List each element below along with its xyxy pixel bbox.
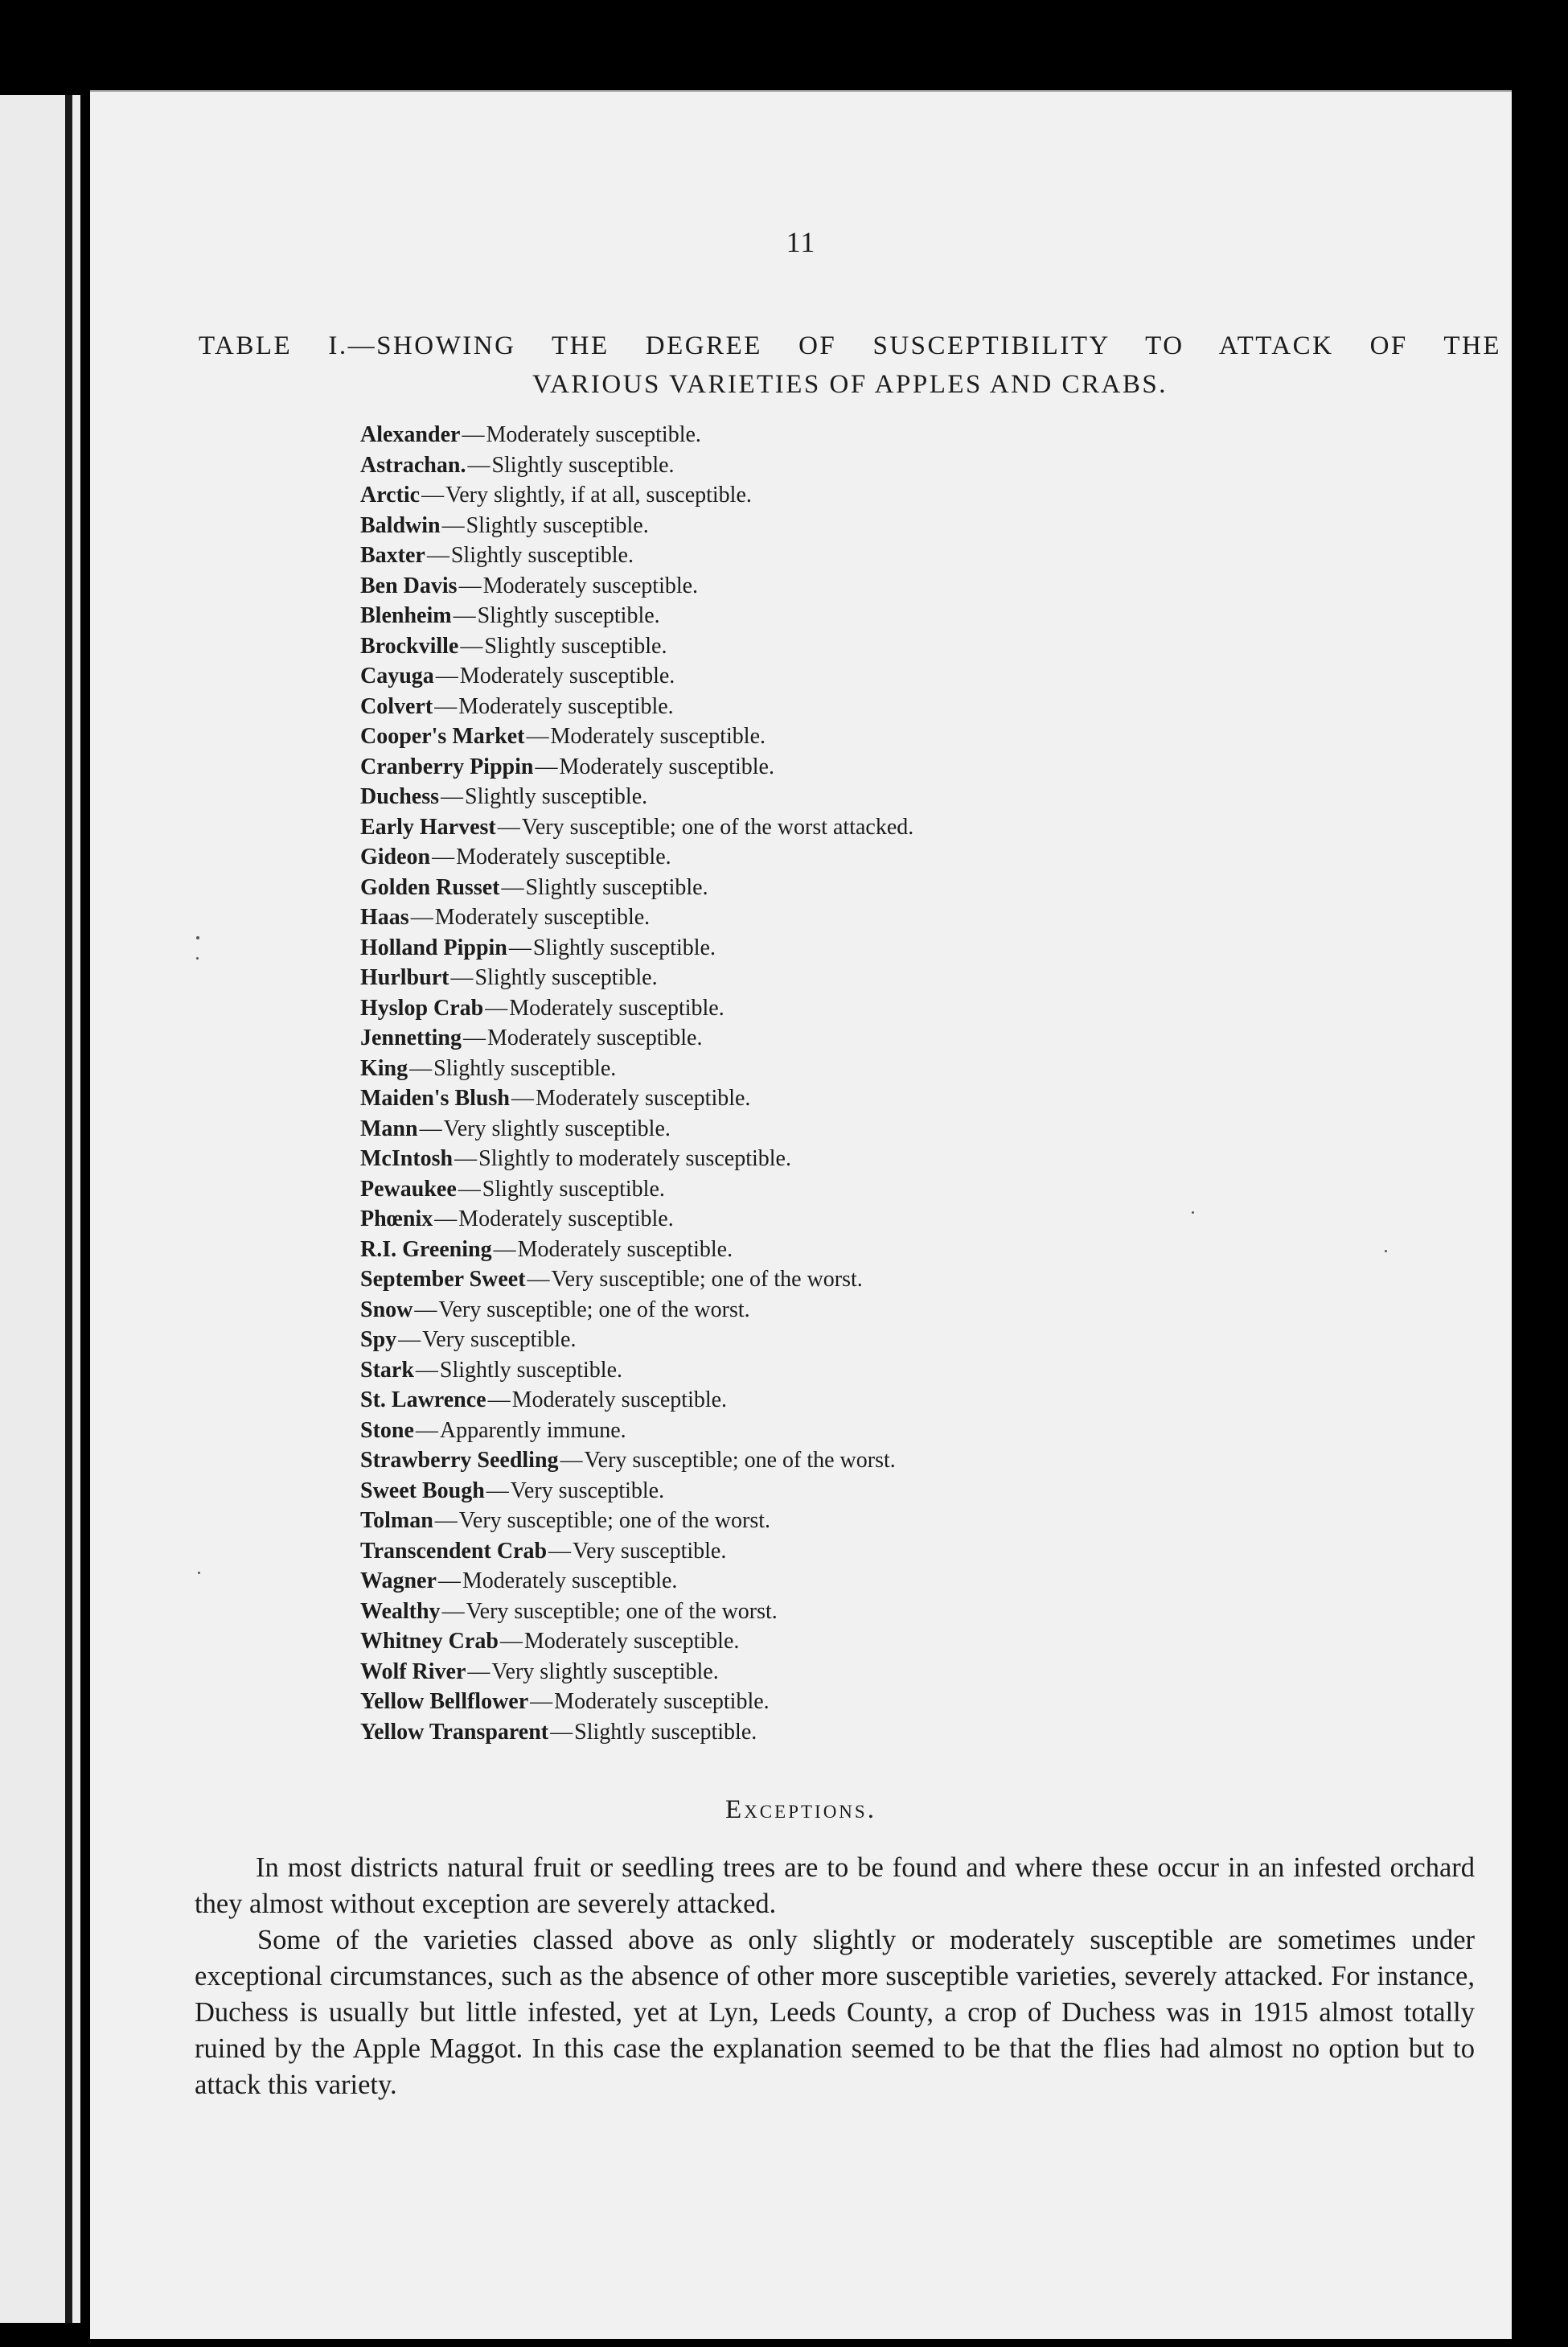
em-dash: — bbox=[441, 784, 464, 809]
variety-name: Wagner bbox=[360, 1568, 437, 1593]
variety-entry bbox=[360, 1657, 1406, 1687]
variety-entry bbox=[360, 782, 1406, 812]
scan-speck bbox=[1192, 1211, 1194, 1214]
susceptibility-note: Apparently immune. bbox=[439, 1417, 626, 1443]
variety-name: Whitney Crab bbox=[360, 1629, 499, 1654]
variety-name: Baxter bbox=[360, 543, 425, 568]
variety-name: September Sweet bbox=[360, 1267, 526, 1292]
em-dash: — bbox=[435, 664, 458, 688]
variety-entry bbox=[360, 963, 1406, 993]
scan-speck bbox=[1385, 1250, 1387, 1252]
susceptibility-note: Slightly susceptible. bbox=[466, 512, 649, 538]
em-dash: — bbox=[458, 573, 482, 598]
variety-entry bbox=[360, 1506, 1406, 1536]
susceptibility-note: Moderately susceptible. bbox=[459, 664, 675, 688]
scan-speck bbox=[198, 1572, 200, 1574]
variety-name: Blenheim bbox=[360, 603, 452, 628]
variety-name: Haas bbox=[360, 905, 409, 930]
variety-entry bbox=[360, 420, 1406, 450]
susceptibility-note: Moderately susceptible. bbox=[511, 1387, 728, 1412]
em-dash: — bbox=[450, 965, 474, 990]
exceptions-paragraph: In most districts natural fruit or seedling trees are to be found and where these occur in an infested orchard they almost without exception are severely attacked. bbox=[195, 1852, 1475, 1919]
book-spine bbox=[65, 95, 72, 2323]
variety-entry bbox=[360, 631, 1406, 662]
susceptibility-note: Moderately susceptible. bbox=[458, 693, 674, 719]
exceptions-heading: Exceptions. bbox=[725, 1795, 876, 1824]
variety-name: Wolf River bbox=[360, 1659, 466, 1684]
em-dash: — bbox=[511, 1086, 534, 1111]
susceptibility-note: Very susceptible; one of the worst. bbox=[458, 1508, 771, 1533]
variety-entry bbox=[360, 450, 1406, 481]
susceptibility-note: Slightly susceptible. bbox=[482, 1176, 665, 1202]
variety-name: Phœnix bbox=[360, 1206, 433, 1231]
exceptions-paragraph: Some of the varieties classed above as only slightly or moderately susceptible are sometimes under exceptional circumstances, such as the absence of other more susceptible varieties, severely attacked. For instance, Duchess is usually but little infested, yet at Lyn, Leeds County, a crop of Duchess was in 1915 almost totally ruined by the Apple Maggot. In this case the explanation seemed to be that the flies had almost no option but to attack this variety. bbox=[195, 1925, 1475, 2100]
variety-entry bbox=[360, 1144, 1406, 1174]
em-dash: — bbox=[434, 693, 458, 719]
susceptibility-note: Very slightly, if at all, susceptible. bbox=[445, 483, 752, 508]
em-dash: — bbox=[415, 1417, 438, 1443]
variety-entry bbox=[360, 1325, 1406, 1355]
variety-entry bbox=[360, 1204, 1406, 1235]
variety-name: Stone bbox=[360, 1417, 414, 1443]
em-dash: — bbox=[414, 1297, 437, 1322]
variety-name: Astrachan. bbox=[360, 452, 466, 478]
susceptibility-note: Moderately susceptible. bbox=[458, 1206, 674, 1231]
em-dash: — bbox=[421, 483, 445, 508]
em-dash: — bbox=[462, 422, 485, 447]
susceptibility-note: Very susceptible. bbox=[573, 1538, 727, 1564]
variety-name: Jennetting bbox=[360, 1026, 462, 1050]
variety-name: Spy bbox=[360, 1327, 397, 1352]
susceptibility-note: Slightly to moderately susceptible. bbox=[478, 1146, 791, 1171]
variety-name: Stark bbox=[360, 1357, 414, 1383]
variety-entry bbox=[360, 661, 1406, 692]
variety-entry bbox=[360, 1114, 1406, 1145]
variety-name: Mann bbox=[360, 1116, 418, 1141]
variety-entry bbox=[360, 1264, 1406, 1295]
em-dash: — bbox=[426, 543, 449, 568]
variety-name: Yellow Bellflower bbox=[360, 1689, 529, 1714]
susceptibility-note: Moderately susceptible. bbox=[550, 724, 766, 749]
variety-name: St. Lawrence bbox=[360, 1387, 486, 1412]
exceptions-body bbox=[195, 1850, 1475, 2103]
em-dash: — bbox=[501, 874, 524, 900]
susceptibility-note: Moderately susceptible. bbox=[482, 573, 699, 598]
variety-entry bbox=[360, 1566, 1406, 1597]
susceptibility-note: Very susceptible. bbox=[422, 1327, 577, 1352]
em-dash: — bbox=[467, 452, 491, 478]
variety-entry bbox=[360, 1235, 1406, 1265]
em-dash: — bbox=[441, 512, 465, 538]
susceptibility-note: Slightly susceptible. bbox=[450, 543, 634, 568]
susceptibility-note: Slightly susceptible. bbox=[484, 633, 667, 659]
em-dash: — bbox=[485, 995, 508, 1021]
variety-entry bbox=[360, 511, 1406, 541]
facing-page-edge bbox=[0, 95, 80, 2323]
em-dash: — bbox=[493, 1236, 516, 1262]
em-dash: — bbox=[527, 1267, 550, 1292]
susceptibility-note: Moderately susceptible. bbox=[554, 1689, 770, 1714]
em-dash: — bbox=[486, 1478, 509, 1503]
scan-speck bbox=[196, 957, 199, 960]
variety-name: King bbox=[360, 1055, 408, 1081]
susceptibility-note: Very slightly susceptible. bbox=[443, 1116, 671, 1141]
susceptibility-note: Slightly susceptible. bbox=[574, 1719, 757, 1745]
em-dash: — bbox=[434, 1206, 458, 1231]
variety-entry bbox=[360, 1174, 1406, 1205]
document-page bbox=[90, 90, 1512, 2339]
variety-name: Brockville bbox=[360, 633, 459, 659]
em-dash: — bbox=[560, 1448, 583, 1473]
em-dash: — bbox=[499, 1629, 523, 1654]
susceptibility-note: Moderately susceptible. bbox=[535, 1086, 751, 1111]
em-dash: — bbox=[463, 1026, 486, 1050]
variety-name: Colvert bbox=[360, 693, 433, 719]
variety-name: Tolman bbox=[360, 1508, 433, 1533]
em-dash: — bbox=[434, 1508, 458, 1533]
variety-entry bbox=[360, 842, 1406, 873]
variety-entry bbox=[360, 1476, 1406, 1506]
susceptibility-note: Very susceptible; one of the worst attacked. bbox=[521, 814, 914, 840]
variety-entry bbox=[360, 933, 1406, 964]
variety-entry bbox=[360, 721, 1406, 752]
variety-name: Wealthy bbox=[360, 1598, 441, 1624]
susceptibility-note: Moderately susceptible. bbox=[486, 422, 701, 447]
variety-entry bbox=[360, 812, 1406, 843]
variety-entry bbox=[360, 601, 1406, 631]
variety-name: Gideon bbox=[360, 845, 431, 869]
variety-name: Pewaukee bbox=[360, 1176, 457, 1202]
variety-name: Ben Davis bbox=[360, 573, 458, 598]
em-dash: — bbox=[410, 905, 433, 930]
variety-entry bbox=[360, 1717, 1406, 1748]
variety-name: Arctic bbox=[360, 483, 421, 508]
em-dash: — bbox=[548, 1538, 572, 1564]
susceptibility-note: Moderately susceptible. bbox=[462, 1568, 678, 1593]
em-dash: — bbox=[487, 1387, 511, 1412]
variety-entry bbox=[360, 873, 1406, 903]
variety-entry bbox=[360, 1626, 1406, 1657]
variety-entry bbox=[360, 692, 1406, 722]
em-dash: — bbox=[526, 724, 549, 749]
em-dash: — bbox=[453, 603, 476, 628]
variety-name: Strawberry Seedling bbox=[360, 1448, 559, 1473]
variety-name: Cranberry Pippin bbox=[360, 754, 534, 779]
variety-entry bbox=[360, 1597, 1406, 1627]
susceptibility-note: Moderately susceptible. bbox=[487, 1026, 703, 1050]
variety-name: Hurlburt bbox=[360, 965, 449, 990]
variety-entry bbox=[360, 571, 1406, 602]
em-dash: — bbox=[437, 1568, 461, 1593]
variety-entry bbox=[360, 1687, 1406, 1717]
susceptibility-note: Very slightly susceptible. bbox=[491, 1659, 719, 1684]
variety-name: Yellow Transparent bbox=[360, 1719, 549, 1745]
susceptibility-note: Slightly susceptible. bbox=[525, 874, 708, 900]
susceptibility-note: Slightly susceptible. bbox=[491, 452, 675, 478]
variety-entry bbox=[360, 1355, 1406, 1386]
em-dash: — bbox=[497, 814, 520, 840]
variety-name: Golden Russet bbox=[360, 874, 500, 900]
variety-name: Baldwin bbox=[360, 512, 441, 538]
variety-entry bbox=[360, 1445, 1406, 1476]
em-dash: — bbox=[530, 1689, 553, 1714]
em-dash: — bbox=[441, 1598, 465, 1624]
variety-list bbox=[360, 420, 1406, 1747]
susceptibility-note: Very susceptible; one of the worst. bbox=[584, 1448, 896, 1473]
susceptibility-note: Very susceptible; one of the worst. bbox=[551, 1267, 863, 1292]
susceptibility-note: Very susceptible; one of the worst. bbox=[466, 1598, 778, 1624]
em-dash: — bbox=[398, 1327, 421, 1352]
variety-entry bbox=[360, 1054, 1406, 1084]
em-dash: — bbox=[419, 1116, 442, 1141]
em-dash: — bbox=[535, 754, 558, 779]
susceptibility-note: Moderately susceptible. bbox=[559, 754, 774, 779]
em-dash: — bbox=[460, 633, 483, 659]
variety-name: R.I. Greening bbox=[360, 1236, 492, 1262]
variety-entry bbox=[360, 480, 1406, 511]
susceptibility-note: Moderately susceptible. bbox=[456, 845, 671, 869]
susceptibility-note: Slightly susceptible. bbox=[477, 603, 660, 628]
susceptibility-note: Slightly susceptible. bbox=[433, 1055, 617, 1081]
variety-entry bbox=[360, 1385, 1406, 1416]
variety-name: Alexander bbox=[360, 422, 461, 447]
variety-name: Holland Pippin bbox=[360, 935, 507, 960]
susceptibility-note: Slightly susceptible. bbox=[439, 1357, 623, 1383]
scan-speck bbox=[196, 936, 199, 939]
variety-entry bbox=[360, 993, 1406, 1024]
em-dash: — bbox=[550, 1719, 573, 1745]
em-dash: — bbox=[458, 1176, 481, 1202]
variety-entry bbox=[360, 1295, 1406, 1326]
em-dash: — bbox=[467, 1659, 491, 1684]
variety-entry bbox=[360, 541, 1406, 571]
variety-entry bbox=[360, 1416, 1406, 1446]
variety-entry bbox=[360, 752, 1406, 783]
variety-name: Snow bbox=[360, 1297, 413, 1322]
susceptibility-note: Slightly susceptible. bbox=[532, 935, 716, 960]
variety-entry bbox=[360, 902, 1406, 933]
table-title bbox=[199, 327, 1501, 404]
susceptibility-note: Moderately susceptible. bbox=[523, 1629, 740, 1654]
variety-entry bbox=[360, 1023, 1406, 1054]
susceptibility-note: Slightly susceptible. bbox=[474, 965, 658, 990]
variety-name: Transcendent Crab bbox=[360, 1538, 548, 1564]
variety-name: McIntosh bbox=[360, 1146, 454, 1171]
variety-name: Cayuga bbox=[360, 664, 434, 688]
susceptibility-note: Very susceptible. bbox=[510, 1478, 665, 1503]
susceptibility-note: Slightly susceptible. bbox=[465, 784, 648, 809]
variety-name: Cooper's Market bbox=[360, 724, 525, 749]
variety-name: Sweet Bough bbox=[360, 1478, 485, 1503]
susceptibility-note: Moderately susceptible. bbox=[517, 1236, 733, 1262]
susceptibility-note: Very susceptible; one of the worst. bbox=[438, 1297, 750, 1322]
em-dash: — bbox=[508, 935, 532, 960]
table-title-line-2: VARIOUS VARIETIES OF APPLES AND CRABS. bbox=[532, 370, 1168, 399]
variety-name: Hyslop Crab bbox=[360, 995, 484, 1021]
susceptibility-note: Moderately susceptible. bbox=[509, 995, 724, 1021]
em-dash: — bbox=[454, 1146, 478, 1171]
variety-name: Early Harvest bbox=[360, 814, 496, 840]
em-dash: — bbox=[409, 1055, 433, 1081]
page-number: 11 bbox=[786, 226, 816, 258]
variety-name: Maiden's Blush bbox=[360, 1086, 510, 1111]
susceptibility-note: Moderately susceptible. bbox=[434, 905, 651, 930]
em-dash: — bbox=[415, 1357, 438, 1383]
em-dash: — bbox=[432, 845, 455, 869]
variety-entry bbox=[360, 1536, 1406, 1567]
variety-entry bbox=[360, 1083, 1406, 1114]
table-title-line-1: TABLE I.—SHOWING THE DEGREE OF SUSCEPTIBILITY TO ATTACK OF THE bbox=[199, 331, 1501, 360]
variety-name: Duchess bbox=[360, 784, 440, 809]
